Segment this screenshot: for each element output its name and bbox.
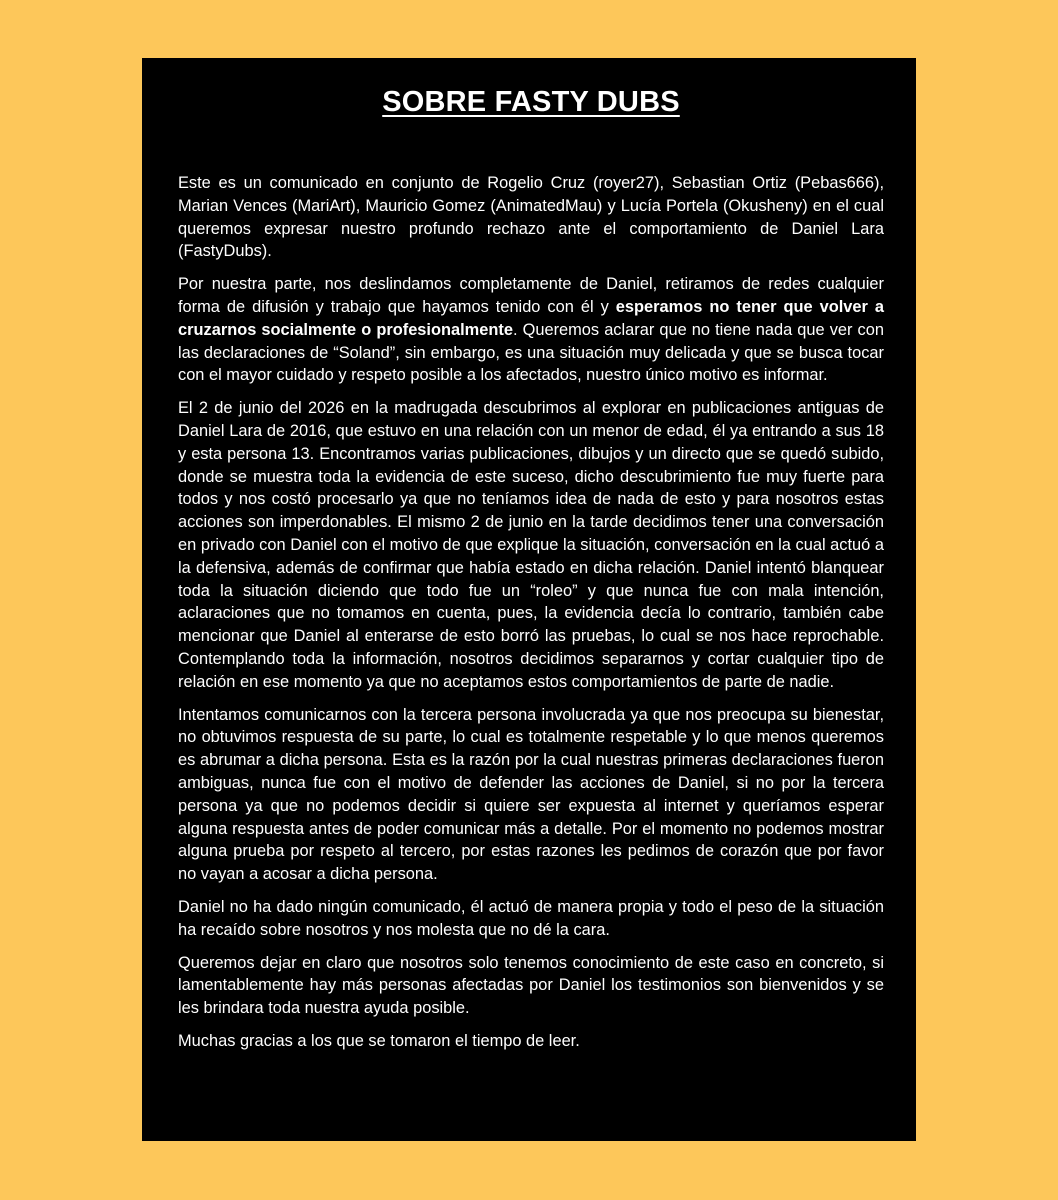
paragraph-position-text-start: Por nuestra parte, nos deslindamos completamente de Daniel, retiramos de redes cualquier forma de difusión y trabajo que hayamos tenido con él y bbox=[178, 275, 884, 316]
paragraph-intro: Este es un comunicado en conjunto de Rogelio Cruz (royer27), Sebastian Ortiz (Pebas666), Marian Vences (MariArt), Mauricio Gomez (AnimatedMau) y Lucía Portela (Okusheny) en el cual queremos expresar nuestro profundo rechazo ante el comportamiento de Daniel Lara (FastyDubs). bbox=[178, 174, 884, 261]
paragraph-position-text-end: . Queremos aclarar que no tiene nada que ver con las declaraciones de “Soland”, sin embargo, es una situación muy delicada y que se busca tocar con el mayor cuidado y respeto posible a los afectados, nuestro único motivo es informar. bbox=[178, 320, 884, 385]
paragraph-discovery: El 2 de junio del 2026 en la madrugada descubrimos al explorar en publicaciones antiguas de Daniel Lara de 2016, que estuvo en una relación con un menor de edad, él ya entrando a sus 18 y esta persona 13. Encontramos varias publicaciones, dibujos y un directo que se quedó subido, donde se muestra toda la evidencia de este suceso, dicho descubrimiento fue muy fuerte para todos y nos costó procesarlo ya que no teníamos idea de nada de esto y para nosotros estas acciones son imperdonables. El mismo 2 de junio en la tarde decidimos tener una conversación en privado con Daniel con el motivo de que explique la situación, conversación en la cual actuó a la defensiva, además de confirmar que había estado en dicha relación. Daniel intentó blanquear toda la situación diciendo que todo fue un “roleo” y que nunca fue con mala intención, aclaraciones que no tomamos en cuenta, pues, la evidencia decía lo contrario, también cabe mencionar que Daniel al enterarse de esto borró las pruebas, lo cual se nos hace reprochable. Contemplando toda la información, nosotros decidimos separarnos y cortar cualquier tipo de relación en ese momento ya que no aceptamos estos comportamientos de parte de nadie. bbox=[178, 399, 884, 691]
statement-card bbox=[142, 58, 916, 1141]
statement-body bbox=[178, 172, 884, 1053]
paragraph-testimonies: Queremos dejar en claro que nosotros solo tenemos conocimiento de este caso en concreto, si lamentablemente hay más personas afectadas por Daniel los testimonios son bienvenidos y se les brindara toda nuestra ayuda posible. bbox=[178, 953, 884, 1018]
paragraph-thanks: Muchas gracias a los que se tomaron el tiempo de leer. bbox=[178, 1031, 580, 1050]
paragraph-no-statement: Daniel no ha dado ningún comunicado, él actuó de manera propia y todo el peso de la situación ha recaído sobre nosotros y nos molesta que no dé la cara. bbox=[178, 897, 884, 939]
paragraph-third-person: Intentamos comunicarnos con la tercera persona involucrada ya que nos preocupa su bienestar, no obtuvimos respuesta de su parte, lo cual es totalmente respetable y lo que menos queremos es abrumar a dicha persona. Esta es la razón por la cual nuestras primeras declaraciones fueron ambiguas, nunca fue con el motivo de defender las acciones de Daniel, si no por la tercera persona ya que no podemos decidir si quiere ser expuesta al internet y queríamos esperar alguna respuesta antes de poder comunicar más a detalle. Por el momento no podemos mostrar alguna prueba por respeto al tercero, por estas razones les pedimos de corazón que por favor no vayan a acosar a dicha persona. bbox=[178, 705, 884, 884]
paragraph-position-emphasis: esperamos no tener que volver a cruzarnos socialmente o profesionalmente bbox=[178, 297, 884, 339]
document-title: SOBRE FASTY DUBS bbox=[382, 86, 680, 118]
paragraph-position bbox=[178, 273, 884, 387]
